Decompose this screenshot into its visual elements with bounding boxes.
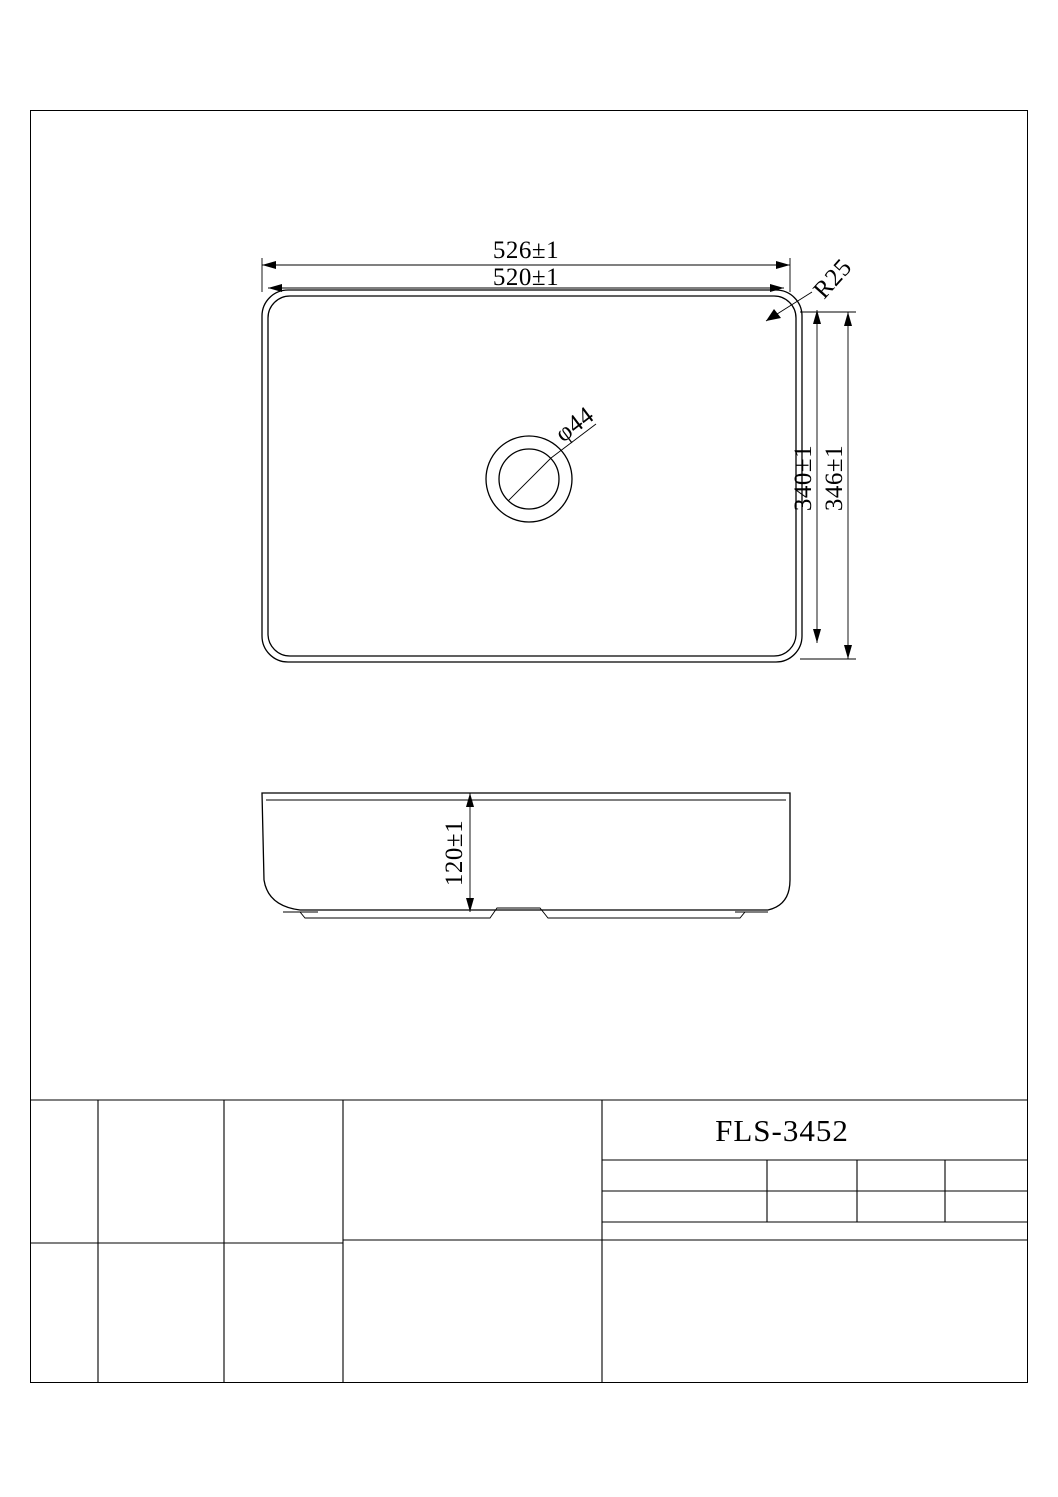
arrow-526-left bbox=[262, 261, 276, 269]
arrow-526-right bbox=[776, 261, 790, 269]
basin-front-outline bbox=[262, 793, 790, 910]
dim-label-height: 120±1 bbox=[441, 819, 468, 887]
dim-label-overall-depth: 346±1 bbox=[821, 444, 848, 512]
arrow-346-top bbox=[844, 312, 852, 326]
radius-arrow bbox=[766, 309, 781, 321]
dim-label-drain-diameter: φ44 bbox=[550, 401, 600, 448]
basin-inner-outline bbox=[268, 296, 796, 656]
drain-diameter-slash bbox=[508, 458, 551, 501]
dim-label-overall-width: 526±1 bbox=[492, 237, 560, 264]
arrow-346-bottom bbox=[844, 645, 852, 659]
drain-hole-inner bbox=[499, 449, 559, 509]
basin-outer-outline bbox=[262, 290, 802, 662]
arrow-520-left bbox=[268, 284, 282, 292]
part-number-label: FLS-3452 bbox=[715, 1113, 849, 1148]
dim-label-corner-radius: R25 bbox=[808, 253, 858, 305]
dim-label-inner-depth: 340±1 bbox=[790, 444, 817, 512]
dim-label-inner-width: 520±1 bbox=[492, 264, 560, 291]
arrow-340-bottom bbox=[813, 629, 821, 643]
